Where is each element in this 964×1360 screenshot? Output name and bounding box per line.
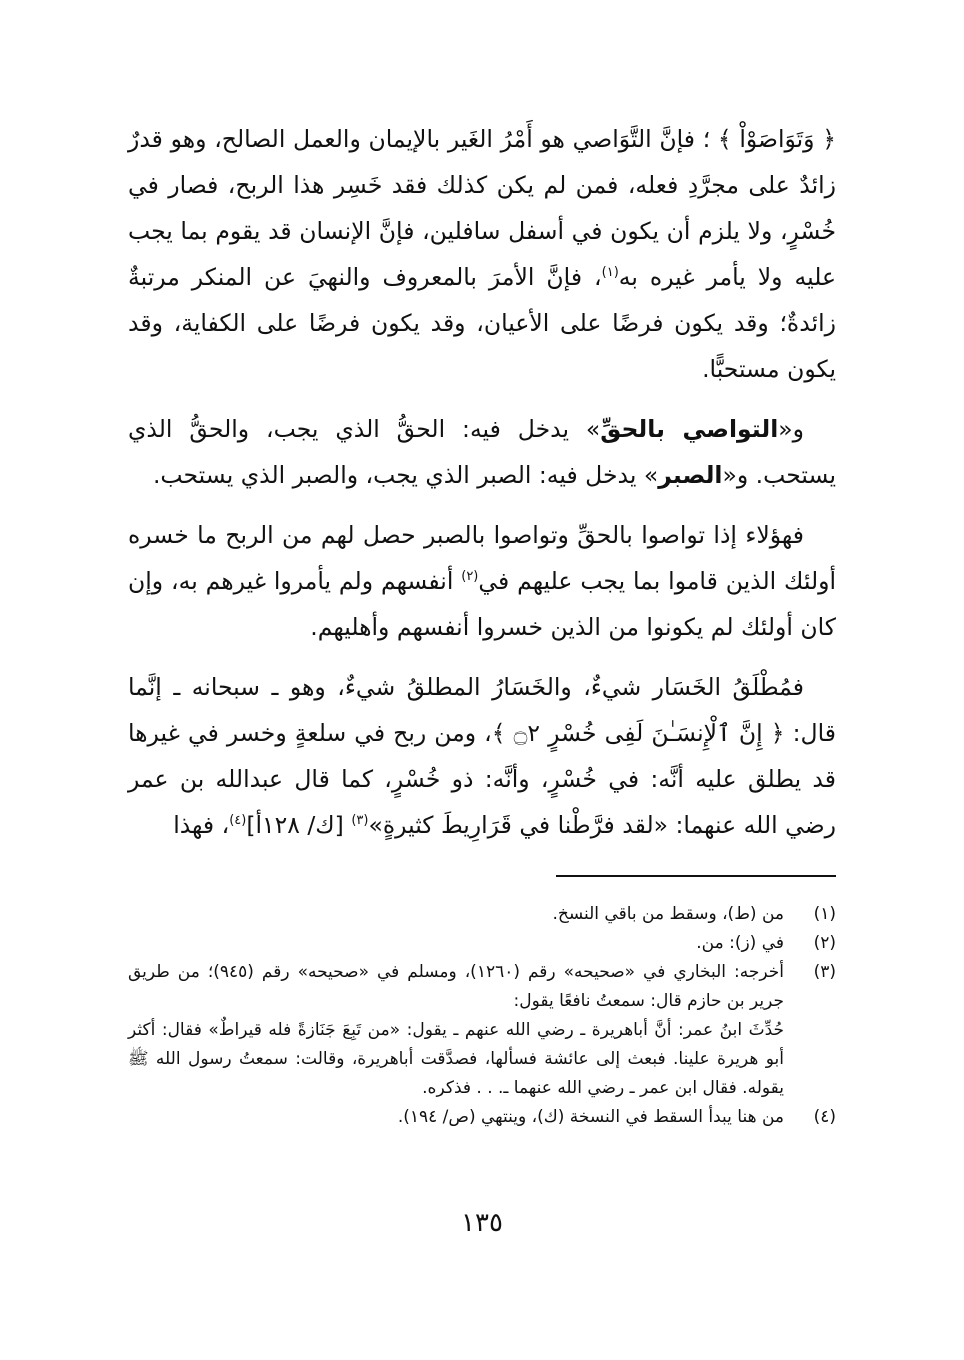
footnote-line: من هنا يبدأ السقط في النسخة (ك)، وينتهي (ص/ ١٩٤). <box>397 1107 784 1127</box>
text-segment: فهؤلاء إذا تواصوا بالحقِّ وتواصوا بالصبر حصل لهم من الربح ما خسره أولئك الذين قاموا بما يجب عليهم في <box>128 521 836 595</box>
footnote-text <box>128 900 784 929</box>
footnote-ref[interactable]: (١) <box>601 265 619 281</box>
footnote-text <box>128 929 784 958</box>
footnote <box>128 900 836 929</box>
footnote-number: (٣) <box>813 962 836 982</box>
footnote <box>128 958 836 1103</box>
text-segment: ، فإنَّ الأمرَ بالمعروف والنهيَ عن المنكر مرتبةٌ زائدةٌ؛ وقد يكون فرضًا على الأعيان، وقد يكون فرضًا على الكفاية، وقد يكون مستحبًّا. <box>128 263 836 383</box>
footnote-text <box>128 1103 784 1132</box>
footnote-ref[interactable]: (٤) <box>229 813 247 829</box>
footnote-line: في (ز): من. <box>696 933 784 953</box>
footnote-line: من (ط)، وسقط من باقي النسخ. <box>552 904 784 924</box>
quran-verse: ﴿ إِنَّ ٱلْإِنسَـٰنَ لَفِى خُسْرٍ ۝٢ ﴾ <box>491 719 785 747</box>
footnote-ref[interactable]: (٢) <box>461 569 479 585</box>
footnote-line: حُدِّثَ ابنُ عمر: أنَّ أباهريرة ـ رضي الله عنهم ـ يقول: «من تَبِعَ جَنَازةً فله قيراطٌ» فقال: أكثر أبو هريرة علينا. فبعث إلى عائشة فسألها، فصدَّقت أباهريرة، وقالت: سمعتُ رسول الله ﷺ يقوله. فقال ابن عمر ـ رضي الله عنهما ـ. . . فذكره. <box>128 1020 784 1098</box>
footnote-number: (٢) <box>813 933 836 953</box>
manuscript-ref: [ك/ ١٢٨أ] <box>246 811 352 839</box>
text-segment: أنفسهم ولم يأمروا غيرهم به، وإن كان أولئك لم يكونوا من الذين خسروا أنفسهم وأهليهم. <box>128 567 836 641</box>
paragraph <box>128 116 836 392</box>
footnote-number: (٤) <box>813 1107 836 1127</box>
paragraph <box>128 664 836 848</box>
footnote <box>128 929 836 958</box>
paragraph <box>128 406 836 498</box>
bold-term: التواصي بالحقِّ <box>600 415 779 443</box>
text-segment: ، فهذا <box>173 811 230 839</box>
footnote <box>128 1103 836 1132</box>
page-number: ١٣٥ <box>461 1208 503 1238</box>
page-body <box>128 116 836 1360</box>
footnote-line: أخرجه: البخاري في «صحيحه» رقم (١٢٦٠)، ومسلم في «صحيحه» رقم (٩٤٥)؛ من طريق جرير بن حازم قال: سمعتُ نافعًا يقول: <box>128 962 784 1011</box>
footnote-divider <box>556 875 836 877</box>
footnotes <box>128 900 836 1132</box>
text-segment: ﴿ وَتَوَاصَوْاْ ﴾ ؛ فإنَّ التَّوَاصي هو أَمْرُ الغَير بالإيمان والعمل الصالح، وهو قدرٌ زائدٌ على مجرَّدِ فعله، فمن لم يكن كذلك فقد خَسِر هذا الربح، فصار في خُسْرٍ، ولا يلزم أن يكون في أسفل سافلين، فإنَّ الإنسان قد يقوم بما يجب عليه ولا يأمر غيره به <box>128 125 836 291</box>
footnote-number: (١) <box>813 904 836 924</box>
footnote-text <box>128 958 784 1103</box>
text-segment: فمُطْلَقُ الخَسَار شيءٌ، والخَسَارُ المطلقُ شيءٌ، وهو ـ سبحانه ـ إنَّما قال: <box>128 673 837 747</box>
text-segment: و« <box>778 415 804 443</box>
bold-term: الصبر <box>658 461 723 489</box>
text-segment: » يدخل فيه: الحقُّ الذي يجب، والحقُّ الذي يستحب. و« <box>128 415 836 489</box>
text-segment: » يدخل فيه: الصبر الذي يجب، والصبر الذي يستحب. <box>152 461 659 489</box>
footnote-ref[interactable]: (٣) <box>351 813 369 829</box>
paragraph <box>128 512 836 650</box>
text-segment: ، ومن ربح في سلعةٍ وخسر في غيرها قد يطلق عليه أنَّه: في خُسْرٍ، وأنَّه: ذو خُسْرٍ، كما قال عبدالله بن عمر رضي الله عنهما: «لقد فرَّطْنا في قَرَارِيطَ كثيرةٍ» <box>128 719 836 839</box>
